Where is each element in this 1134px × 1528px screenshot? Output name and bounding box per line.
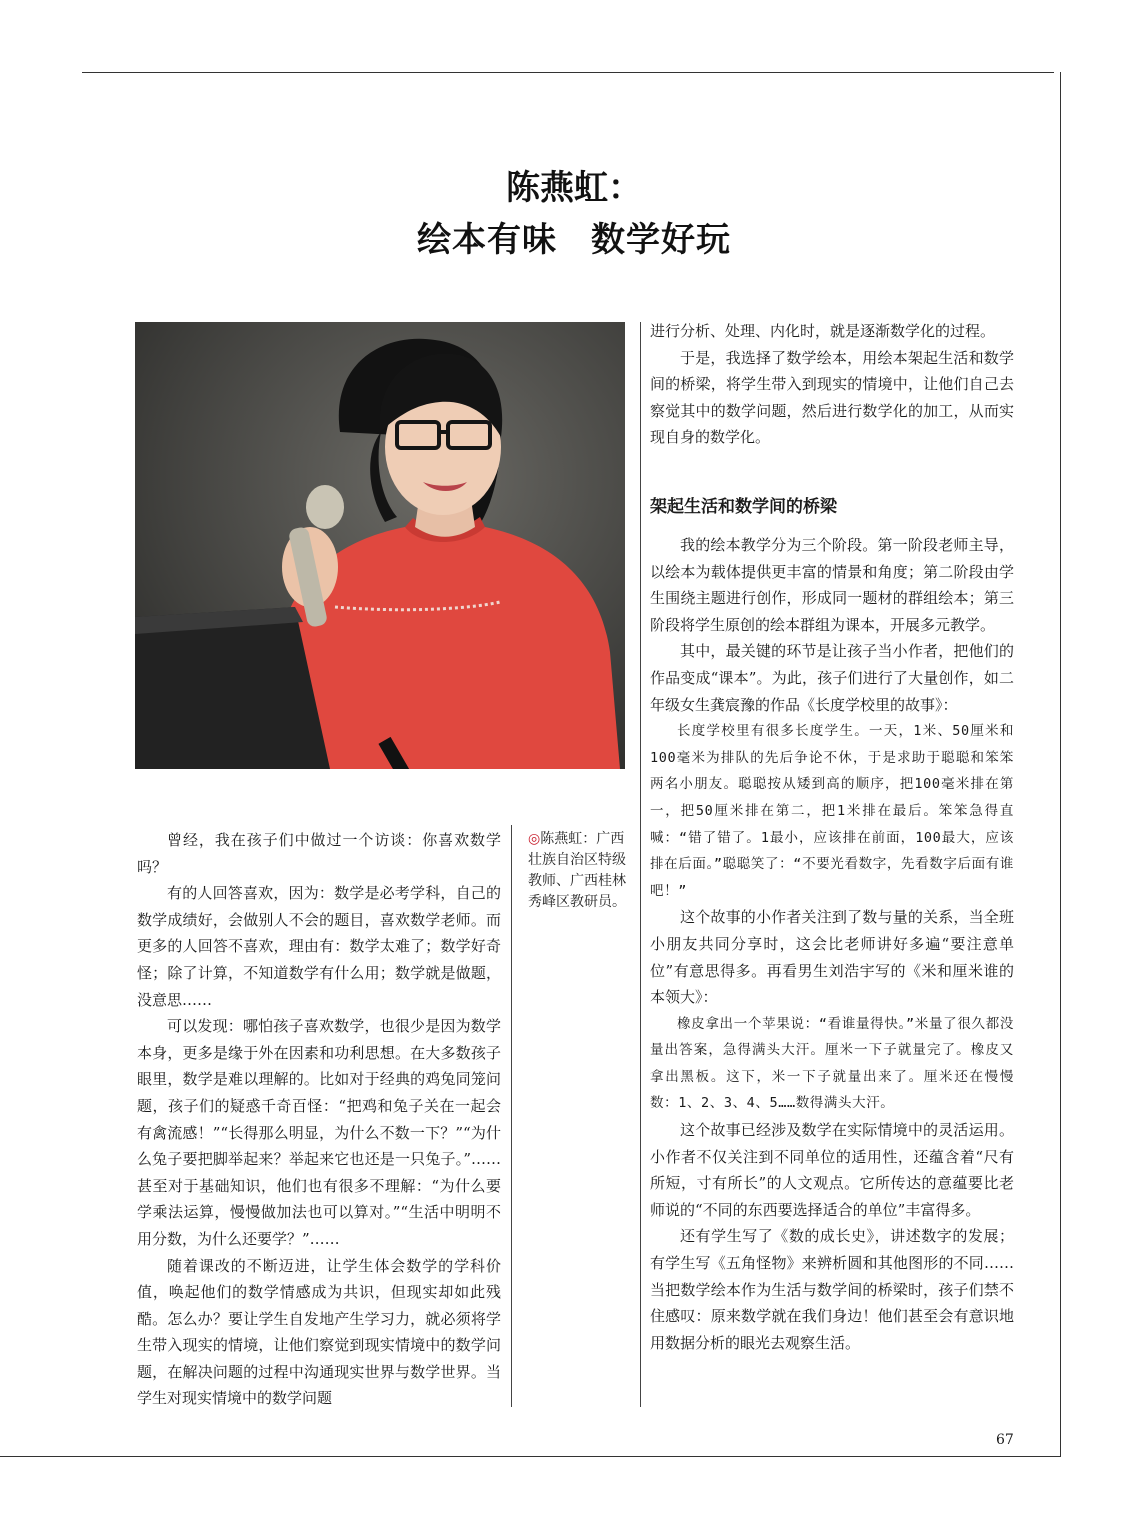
story-excerpt-1 [650, 718, 1014, 904]
section-heading: 架起生活和数学间的桥梁 [650, 497, 837, 517]
paragraph: 这个故事的小作者关注到了数与量的关系，当全班小朋友共同分享时，这会比老师讲好多遍“要注意单位”有意思得多。再看男生刘浩宇写的《米和厘米谁的本领大》： [650, 908, 1014, 1007]
story-text: 橡皮拿出一个苹果说：“看谁量得快。”米量了很久都没量出答案，急得满头大汗。厘米一下子就量完了。橡皮又拿出黑板。这下，米一下子就量出来了。厘米还在慢慢数：1、2、3、4、5……数得满头大汗。 [650, 1015, 1014, 1112]
left-column [137, 827, 501, 1412]
sidebar-divider [511, 825, 512, 1407]
story-text: 长度学校里有很多长度学生。一天，1米、50厘米和100毫米为排队的先后争论不休，于是求助于聪聪和笨笨两名小朋友。聪聪按从矮到高的顺序，把100毫米排在第一，把50厘米排在第二，把1米排在最后。笨笨急得直喊：“错了错了。1最小，应该排在前面，100最大，应该排在后面。”聪聪笑了：“不要光看数字，先看数字后面有谁吧！” [650, 723, 1014, 899]
page-title: 陈燕虹： [506, 168, 642, 208]
page-number: 67 [996, 1432, 1014, 1448]
page-subtitle [0, 212, 1134, 261]
bottom-rule [0, 1456, 1061, 1457]
author-marker: ◎ [528, 831, 541, 847]
paragraph: 可以发现：哪怕孩子喜欢数学，也很少是因为数学本身，更多是缘于外在因素和功利思想。在大多数孩子眼里，数学是难以理解的。比如对于经典的鸡兔同笼问题，孩子们的疑惑千奇百怪：“把鸡和兔子关在一起会有禽流感！”“长得那么明显，为什么不数一下？”“为什么兔子要把脚举起来？举起来它也还是一只兔子。”……甚至对于基础知识，他们也有很多不理解：“为什么要学乘法运算，慢慢做加法也可以算对。”“生活中明明不用分数，为什么还要学？”…… [137, 1017, 501, 1248]
top-rule [82, 72, 1054, 73]
speaker-photo-icon [135, 322, 625, 769]
author-bio: 陈燕虹：广西壮族自治区特级教师、广西桂林秀峰区教研员。 [528, 831, 626, 910]
story-excerpt-2 [650, 1011, 1014, 1117]
paragraph: 于是，我选择了数学绘本，用绘本架起生活和数学间的桥梁，将学生带入到现实的情境中，让他们自己去察觉其中的数学问题，然后进行数学化的加工，从而实现自身的数学化。 [650, 348, 1014, 447]
paragraph: 随着课改的不断迈进，让学生体会数学的学科价值，唤起他们的数学情感成为共识，但现实却如此残酷。怎么办？要让学生自发地产生学习力，就必须将学生带入现实的情境，让他们察觉到现实情境中的数学问题，在解决问题的过程中沟通现实世界与数学世界。当学生对现实情境中的数学问题 [137, 1256, 501, 1408]
right-column-top [650, 318, 1014, 451]
speaker-photo [135, 322, 625, 769]
paragraph: 这个故事已经涉及数学在实际情境中的灵活运用。小作者不仅关注到不同单位的适用性，还蕴含着“尺有所短，寸有所长”的人文观点。它所传达的意蕴要比老师说的“不同的东西要选择适合的单位”丰富得多。 [650, 1121, 1014, 1219]
paragraph: 其中，最关键的环节是让孩子当小作者，把他们的作品变成“课本”。为此，孩子们进行了大量创作，如二年级女生龚宸豫的作品《长度学校里的故事》： [650, 642, 1014, 714]
paragraph: 还有学生写了《数的成长史》，讲述数字的发展；有学生写《五角怪物》来辨析圆和其他图形的不同……当把数学绘本作为生活与数学间的桥梁时，孩子们禁不住感叹：原来数学就在我们身边！他们甚至会有意识地用数据分析的眼光去观察生活。 [650, 1227, 1014, 1352]
right-rule [1060, 72, 1061, 1457]
paragraph: 曾经，我在孩子们中做过一个访谈：你喜欢数学吗？ [137, 831, 501, 876]
column-divider [640, 322, 641, 1407]
paragraph: 我的绘本教学分为三个阶段。第一阶段老师主导，以绘本为载体提供更丰富的情景和角度；第二阶段由学生围绕主题进行创作，形成同一题材的群组绘本；第三阶段将学生原创的绘本群组为课本，开展多元教学。 [650, 536, 1014, 634]
subtitle-part-1: 绘本有味 [417, 220, 557, 260]
right-column-main [650, 532, 1014, 1356]
paragraph: 有的人回答喜欢，因为：数学是必考学科，自己的数学成绩好，会做别人不会的题目，喜欢数学老师。而更多的人回答不喜欢，理由有：数学太难了；数学好奇怪；除了计算，不知道数学有什么用；数学就是做题，没意思…… [137, 884, 501, 1009]
subtitle-part-2: 数学好玩 [591, 220, 731, 260]
author-note [528, 829, 628, 913]
paragraph: 进行分析、处理、内化时，就是逐渐数学化的过程。 [650, 322, 996, 340]
